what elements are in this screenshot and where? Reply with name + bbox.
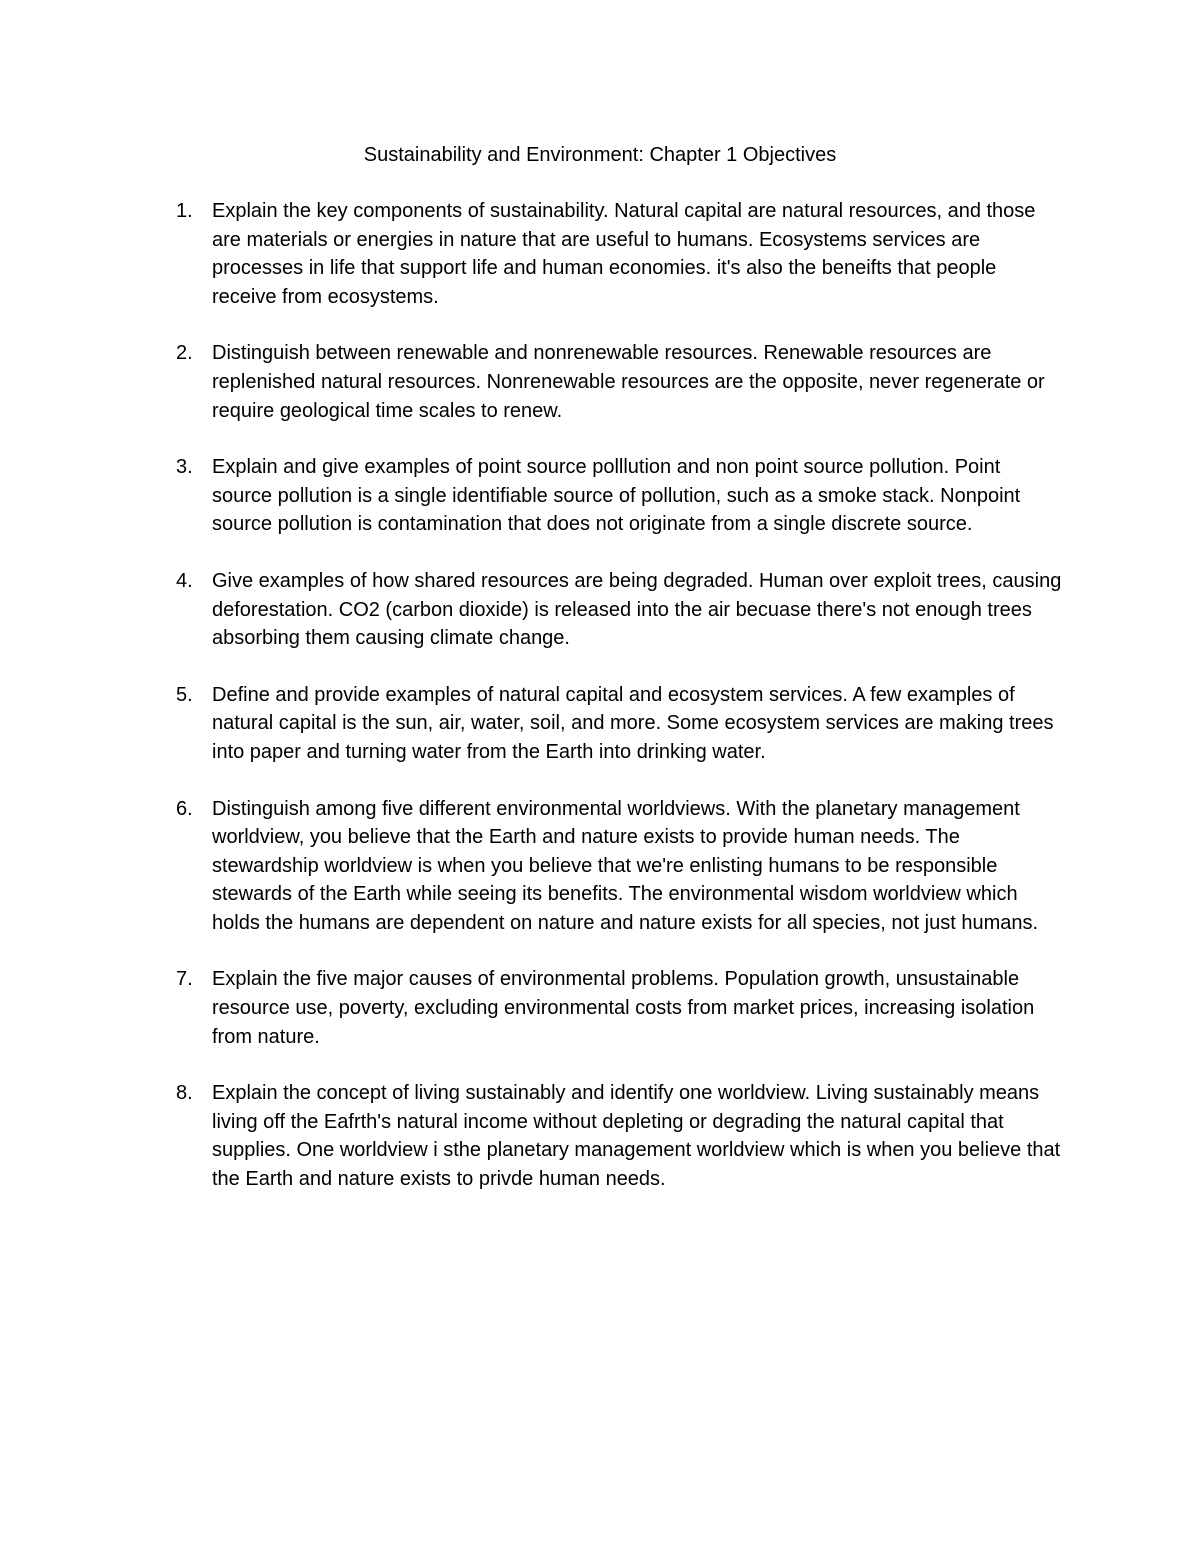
objective-text: Distinguish among five different environmental worldviews. With the planetary management worldview, you believe that the Earth and nature exists to provide human needs. The stewardship worldview is when you believe that we're enlisting humans to be responsible stewards of the Earth while seeing its benefits. The environmental wisdom worldview which holds the humans are dependent on nature and nature exists for all species, not just humans. (212, 797, 1039, 934)
objective-number: 6. (176, 797, 193, 820)
objective-item (0, 197, 1200, 311)
objective-item (0, 453, 1200, 539)
objective-text: Explain the five major causes of environmental problems. Population growth, unsustainable resource use, poverty, excluding environmental costs from market prices, increasing isolation from nature. (212, 968, 1035, 1048)
objective-item (0, 795, 1200, 938)
objective-text: Define and provide examples of natural capital and ecosystem services. A few examples of natural capital is the sun, air, water, soil, and more. Some ecosystem services are making trees into paper and turning water from the Earth into drinking water. (212, 683, 1054, 763)
objective-number: 8. (176, 1082, 193, 1105)
objective-text: Distinguish between renewable and nonrenewable resources. Renewable resources are replenished natural resources. Nonrenewable resources are the opposite, never regenerate or require geological time scales to renew. (212, 342, 1045, 422)
objective-number: 3. (176, 456, 193, 479)
objective-item (0, 681, 1200, 767)
objective-item (0, 567, 1200, 653)
objective-text: Explain and give examples of point source polllution and non point source pollution. Point source pollution is a single identifiable source of pollution, such as a smoke stack. Nonpoint source pollution is contamination that does not originate from a single discrete source. (212, 456, 1021, 536)
objective-item (0, 339, 1200, 425)
objective-number: 4. (176, 569, 193, 592)
objective-text: Explain the key components of sustainability. Natural capital are natural resources, and those are materials or energies in nature that are useful to humans. Ecosystems services are processes in life that support life and human economies. it's also the beneifts that people receive from ecosystems. (212, 200, 1036, 308)
objective-number: 2. (176, 342, 193, 365)
objective-item (0, 1079, 1200, 1193)
objective-number: 7. (176, 968, 193, 991)
objective-number: 1. (176, 200, 193, 222)
objective-text: Give examples of how shared resources are being degraded. Human over exploit trees, causing deforestation. CO2 (carbon dioxide) is released into the air becuase there's not enough trees absorbing them causing climate change. (212, 569, 1062, 650)
objectives-list (0, 197, 1200, 1222)
document-title: Sustainability and Environment: Chapter 1 Objectives (363, 144, 837, 166)
objective-text: Explain the concept of living sustainably and identify one worldview. Living sustainably means living off the Eafrth's natural income without depleting or degrading the natural capital that supplies. One worldview i sthe planetary management worldview which is when you believe that the Earth and nature exists to privde human needs. (212, 1082, 1061, 1191)
objective-number: 5. (176, 683, 193, 706)
objective-item (0, 965, 1200, 1051)
